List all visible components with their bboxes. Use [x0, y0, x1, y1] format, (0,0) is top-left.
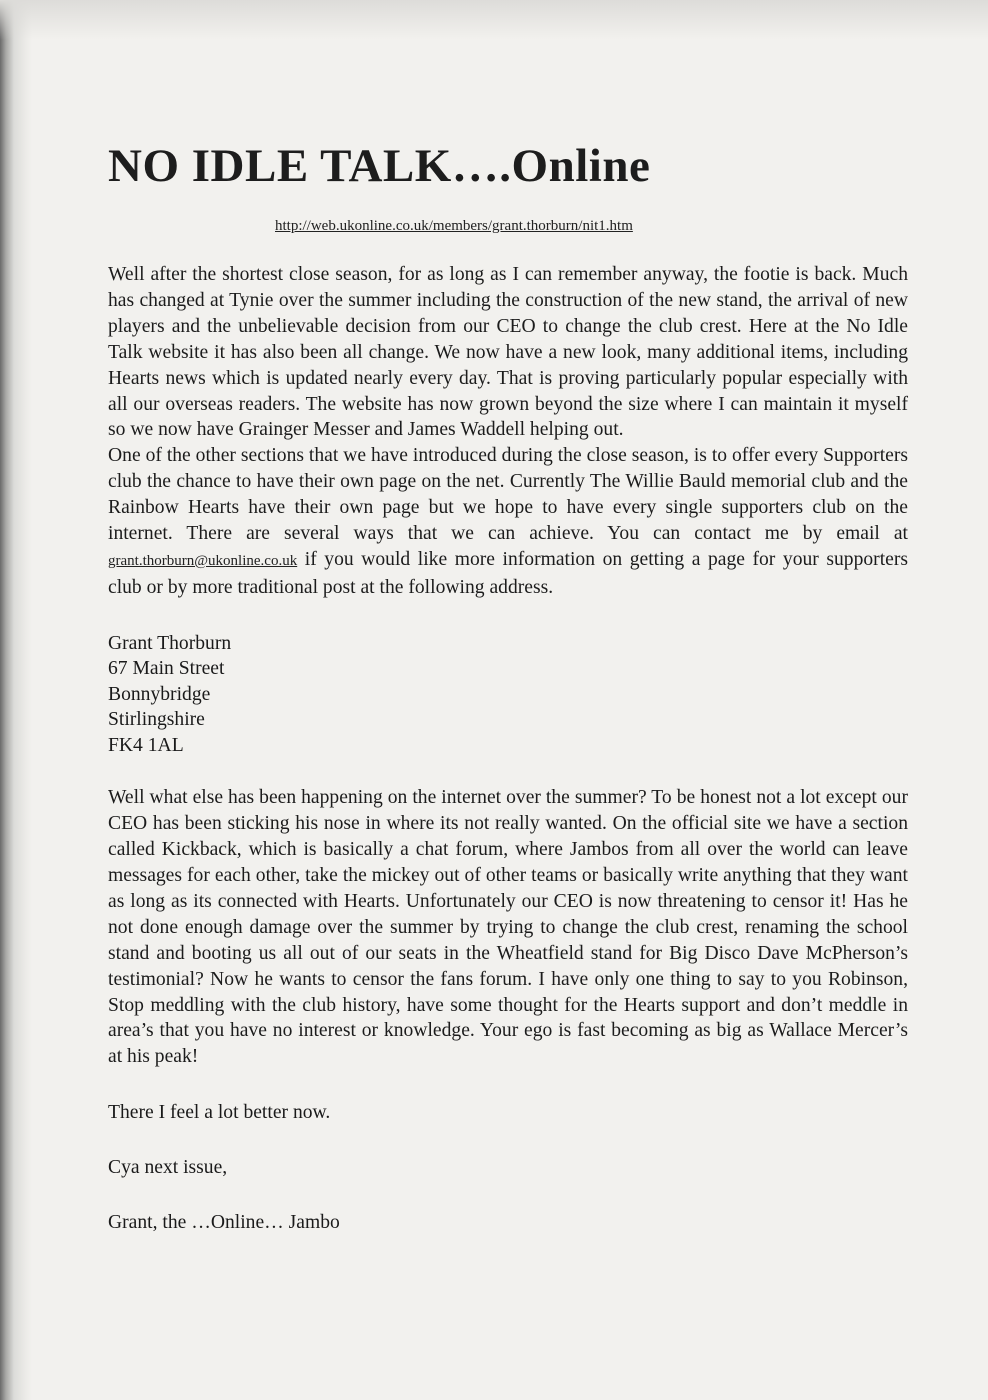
paragraph-supporters-clubs-text-b: if you would like more information on getting a page for your supporters club or by more traditional post at the following address.	[108, 548, 908, 598]
scan-top-shadow	[0, 0, 988, 40]
paragraph-supporters-clubs	[108, 443, 908, 600]
article	[108, 118, 908, 1236]
closing-farewell: Cya next issue,	[108, 1157, 228, 1179]
article-title: NO IDLE TALK….Online	[108, 140, 651, 192]
paragraph-kickback-forum: Well what else has been happening on the internet over the summer? To be honest not a lot except our CEO has been sticking his nose in where its not really wanted. On the official site we have a section called Kickback, which is basically a chat forum, where Jambos from all over the world can leave messages for each other, take the mickey out of other teams or basically write anything that they want as long as its connected with Hearts. Unfortunately our CEO is now threatening to censor it! Has he not done enough damage over the summer by trying to change the club crest, renaming the school stand and booting us all out of our seats in the Wheatfield stand for Big Disco Dave McPherson’s testimonial? Now he wants to censor the fans forum. I have only one thing to say to you Robinson, Stop meddling with the club history, have some thought for the Hearts support and don’t meddle in area’s that you have no interest or knowledge. Your ego is fast becoming as big as Wallace Mercer’s at his peak!	[108, 787, 908, 1068]
scan-binding-shadow	[0, 0, 32, 1400]
website-url-link[interactable]: http://web.ukonline.co.uk/members/grant.thorburn/nit1.htm	[275, 218, 633, 234]
closing-line: There I feel a lot better now.	[108, 1102, 331, 1124]
author-signoff: Grant, the …Online… Jambo	[108, 1212, 340, 1234]
paragraph-season-intro: Well after the shortest close season, for as long as I can remember anyway, the footie is back. Much has changed at Tynie over the summer including the construction of the new stand, the arrival of new players and the unbelievable decision from our CEO to change the club crest. Here at the No Idle Talk website it has also been all change. We now have a new look, many additional items, including Hearts news which is updated nearly every day. That is proving particularly popular especially with all our overseas readers. The website has now grown beyond the size where I can maintain it myself so we now have Grainger Messer and James Waddell helping out.	[108, 264, 908, 441]
address-street: 67 Main Street	[108, 658, 225, 680]
address-county: Stirlingshire	[108, 709, 205, 731]
address-postcode: FK4 1AL	[108, 734, 184, 756]
postal-address	[108, 631, 908, 759]
address-name: Grant Thorburn	[108, 632, 232, 654]
email-link[interactable]: grant.thorburn@ukonline.co.uk	[108, 552, 298, 569]
paragraph-supporters-clubs-text-a: One of the other sections that we have introduced during the close season, is to offer every Supporters club the chance to have their own page on the net. Currently The Willie Bauld memorial club and the Rainbow Hearts have their own page but we hope to have every single supporters club on the internet. There are several ways that we can achieve. You can contact me by email at	[108, 445, 908, 545]
address-town: Bonnybridge	[108, 683, 211, 705]
